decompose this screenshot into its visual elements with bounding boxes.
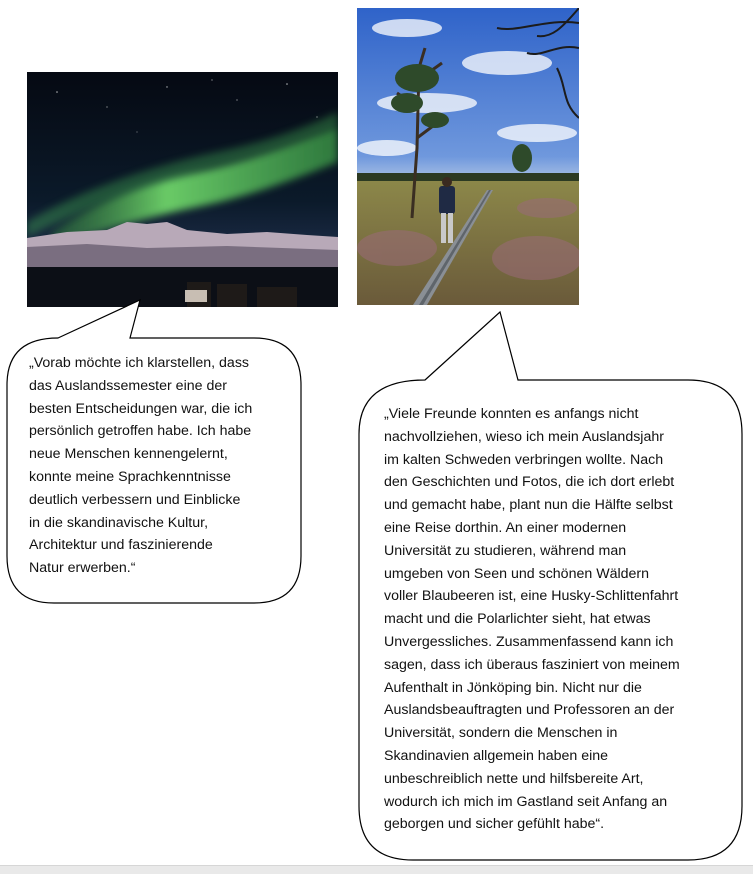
quote-line: nachvollziehen, wieso ich mein Auslandsjahr: [384, 428, 664, 445]
quote-line: Skandinavien allgemein haben eine: [384, 747, 609, 764]
quote-line: im kalten Schweden verbringen wollte. Nach: [384, 451, 664, 468]
quote-line: eine Reise dorthin. An einer modernen: [384, 519, 627, 536]
quote-line: Architektur und faszinierende: [29, 537, 213, 554]
right-quote-text: [384, 403, 680, 836]
quote-line: deutlich verbessern und Einblicke: [29, 491, 241, 508]
quote-line: wodurch ich mich im Gastland seit Anfang an: [384, 793, 668, 810]
quote-line: das Auslandssemester eine der: [29, 377, 227, 394]
quote-line: macht und die Polarlichter sieht, hat etwas: [384, 611, 651, 628]
quote-line: und gemacht habe, plant nun die Hälfte selbst: [384, 497, 673, 514]
document-bottom-scrollbar[interactable]: [0, 865, 753, 874]
quote-line: den Geschichten und Fotos, die ich dort erlebt: [384, 474, 675, 491]
quote-line: umgeben von Seen und schönen Wäldern: [384, 565, 650, 582]
quote-line: neue Menschen kennengelernt,: [29, 446, 228, 463]
quote-line: in die skandinavische Kultur,: [29, 514, 209, 531]
quote-line: Auslandsbeauftragten und Professoren an der: [384, 702, 675, 719]
quote-line: sagen, dass ich überaus fasziniert von meinem: [384, 656, 680, 673]
quote-line: konnte meine Sprachkenntnisse: [29, 468, 231, 485]
quote-line: Universität, sondern die Menschen in: [384, 725, 618, 742]
quote-line: unbeschreiblich nette und hilfsbereite Art,: [384, 770, 644, 787]
quote-line: geborgen und sicher gefühlt habe“.: [384, 816, 605, 833]
quote-line: Natur erwerben.“: [29, 560, 136, 577]
quote-line: persönlich getroffen habe. Ich habe: [29, 423, 252, 440]
quote-line: Aufenthalt in Jönköping bin. Nicht nur die: [384, 679, 642, 696]
quote-line: „Viele Freunde konnten es anfangs nicht: [384, 406, 639, 422]
quote-line: „Vorab möchte ich klarstellen, dass: [29, 355, 250, 371]
left-quote-text: [29, 352, 252, 580]
quote-line: voller Blaubeeren ist, eine Husky-Schlittenfahrt: [384, 588, 679, 605]
quote-line: besten Entscheidungen war, die ich: [29, 400, 253, 417]
quote-line: Universität zu studieren, während man: [384, 542, 627, 559]
quote-line: Unvergessliches. Zusammenfassend kann ich: [384, 633, 674, 650]
